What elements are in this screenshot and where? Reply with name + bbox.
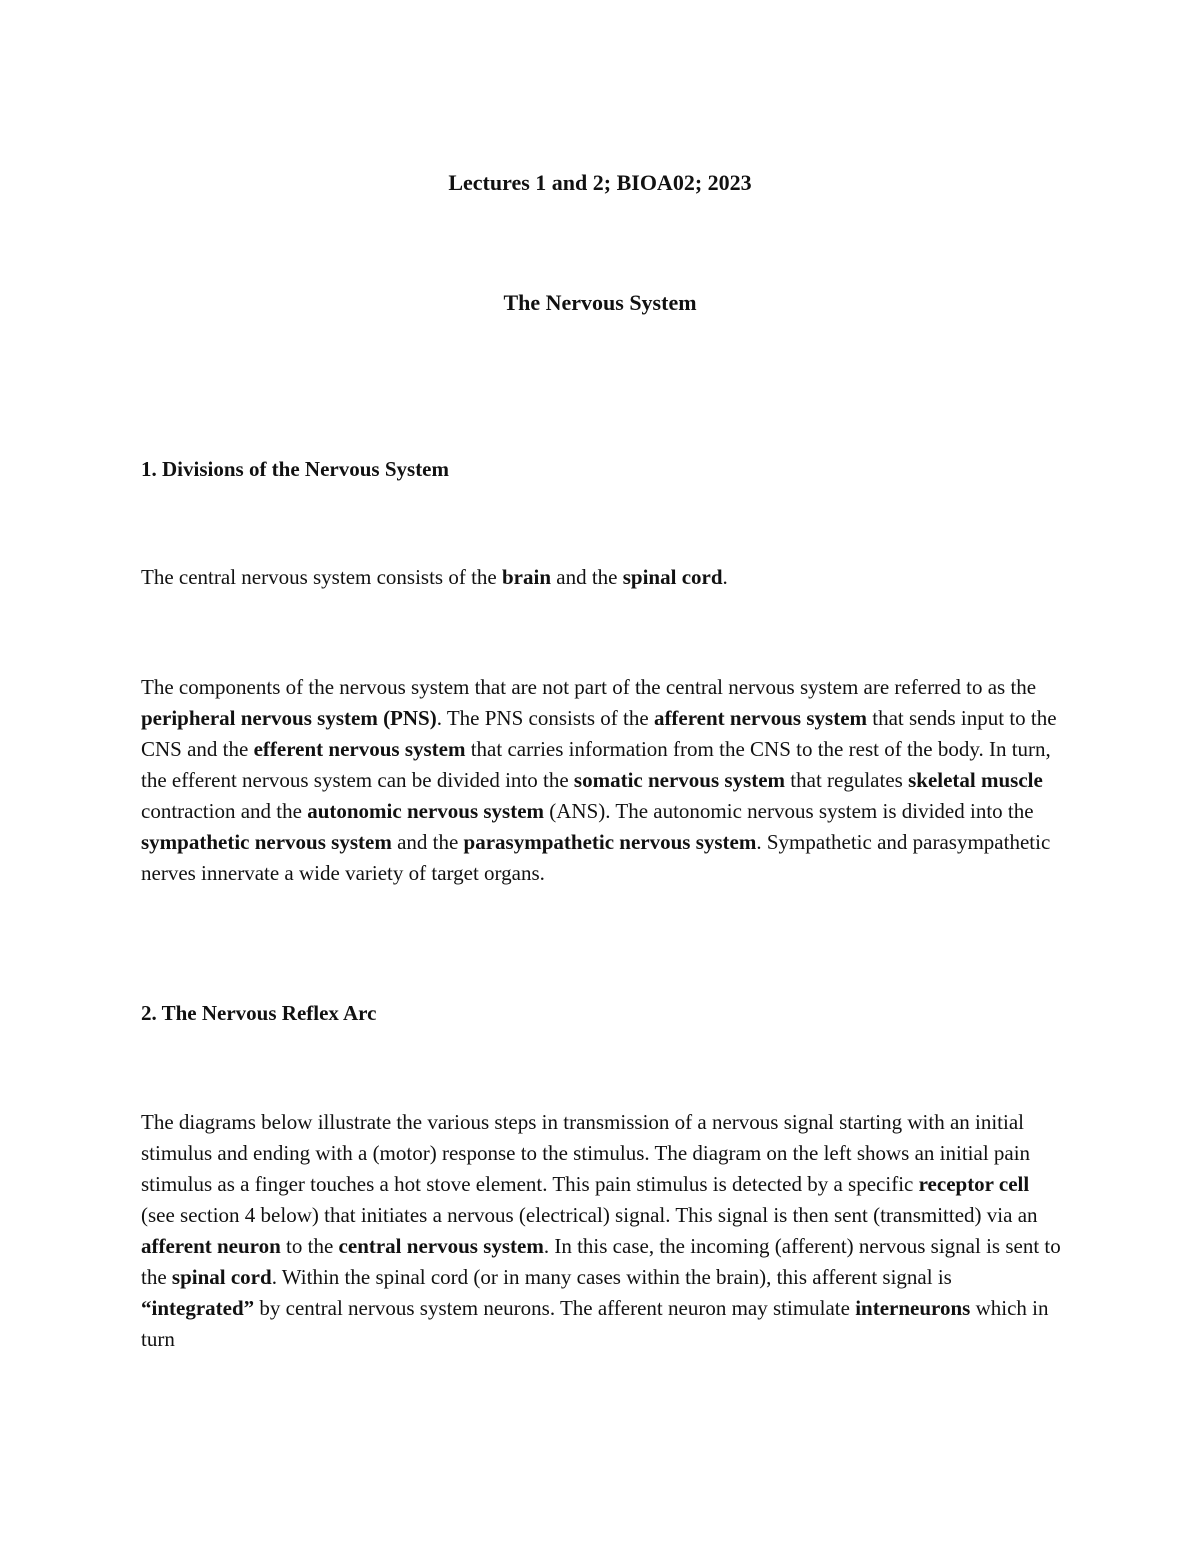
bold-term: parasympathetic nervous system [463, 830, 757, 854]
paragraph-cns [141, 562, 1066, 593]
paragraph-reflex-arc [141, 1107, 1066, 1355]
text-run: . In this case, the incoming (afferent) nervous signal is sent to the [141, 1234, 1061, 1289]
bold-term: somatic nervous system [573, 768, 786, 792]
text-run: contraction and the [141, 799, 308, 823]
text-run: The central nervous system consists of the [141, 565, 502, 589]
bold-term: afferent nervous system [653, 706, 868, 730]
bold-term: central nervous system [338, 1234, 544, 1258]
bold-term: sympathetic nervous system [141, 830, 392, 854]
text-run: that carries information from the CNS to the rest of the body. In turn, the efferent nervous system can be divided into the [141, 737, 1051, 792]
text-run: which in turn [141, 1296, 1049, 1351]
text-run: (ANS). The autonomic nervous system is divided into the [544, 799, 1034, 823]
text-run: to the [280, 1234, 339, 1258]
bold-term: receptor cell [918, 1172, 1030, 1196]
bold-term: peripheral nervous system (PNS) [141, 706, 437, 730]
document-title: Lectures 1 and 2; BIOA02; 2023 [448, 170, 752, 195]
text-run: by central nervous system neurons. The afferent neuron may stimulate [254, 1296, 856, 1320]
text-run: . Within the spinal cord (or in many cases within the brain), this afferent signal is [271, 1265, 952, 1289]
bold-term: efferent nervous system [253, 737, 466, 761]
bold-term: spinal cord [171, 1265, 272, 1289]
text-run: and the [551, 565, 623, 589]
document-subtitle: The Nervous System [503, 290, 697, 315]
paragraph-pns [141, 672, 1066, 889]
bold-term: brain [502, 565, 552, 589]
section-heading-reflex-arc: 2. The Nervous Reflex Arc [141, 1001, 377, 1025]
text-run: . Sympathetic and parasympathetic nerves innervate a wide variety of target organs. [141, 830, 1051, 885]
text-run: and the [391, 830, 464, 854]
text-run: that regulates [785, 768, 909, 792]
text-run: . [722, 565, 728, 589]
bold-term: “integrated” [141, 1296, 255, 1320]
text-run: that sends input to the CNS and the [141, 706, 1057, 761]
text-run: (see section 4 below) that initiates a nervous (electrical) signal. This signal is then sent (transmitted) via an [141, 1203, 1038, 1227]
section-heading-divisions: 1. Divisions of the Nervous System [141, 457, 449, 481]
bold-term: skeletal muscle [908, 768, 1043, 792]
bold-term: interneurons [855, 1296, 971, 1320]
bold-term: autonomic nervous system [307, 799, 545, 823]
text-run: The diagrams below illustrate the various steps in transmission of a nervous signal starting with an initial stimulus and ending with a (motor) response to the stimulus. The diagram on the left shows an initial pain stimulus as a finger touches a hot stove element. This pain stimulus is detected by a specific [141, 1110, 1031, 1196]
bold-term: afferent neuron [141, 1234, 281, 1258]
text-run: The components of the nervous system that are not part of the central nervous system are referred to as the [141, 675, 1037, 699]
bold-term: spinal cord [622, 565, 723, 589]
text-run: . The PNS consists of the [436, 706, 654, 730]
